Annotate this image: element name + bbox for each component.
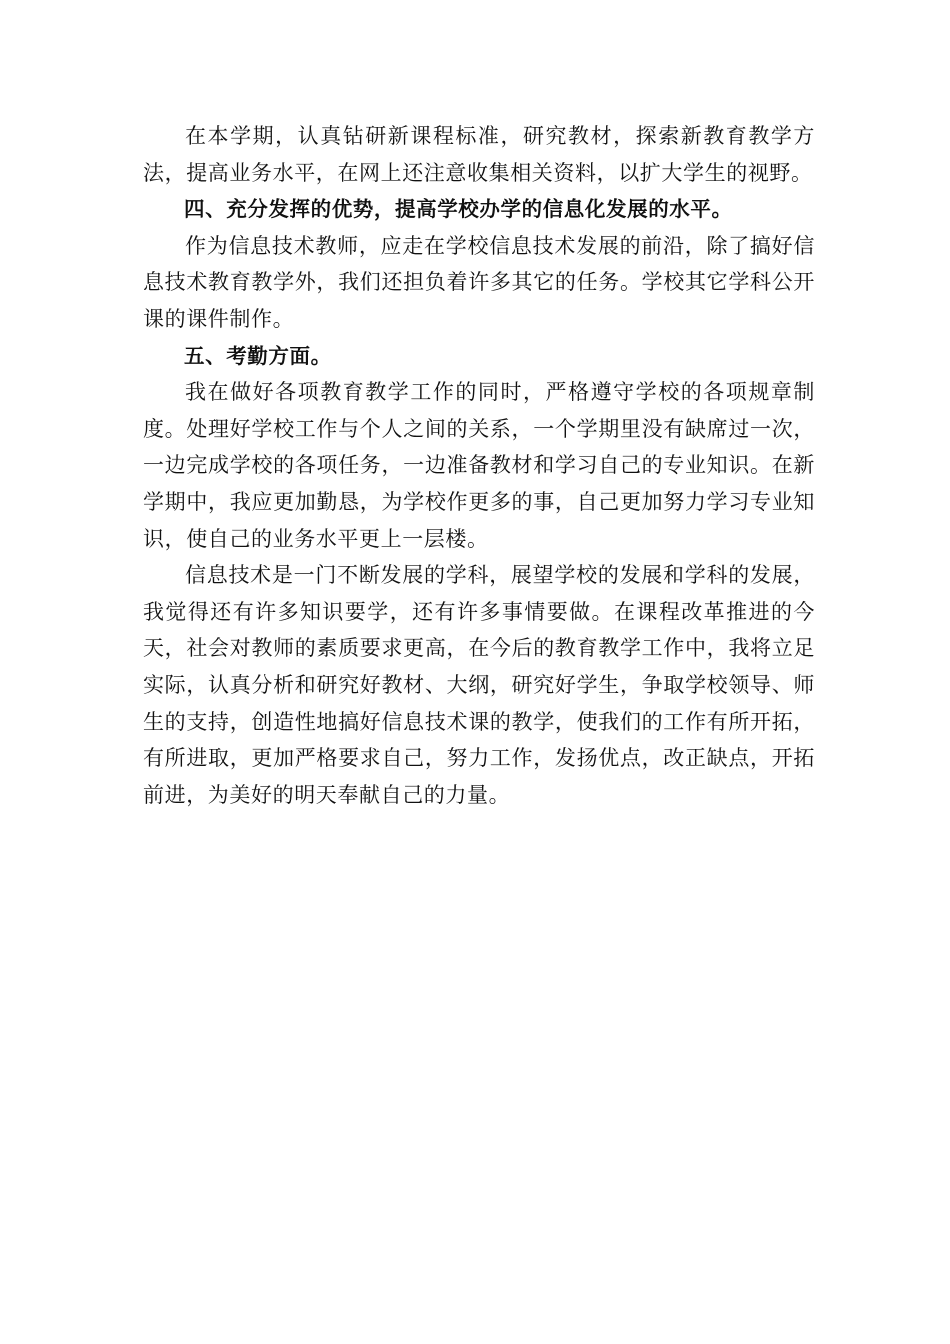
paragraph-it-teacher: 作为信息技术教师，应走在学校信息技术发展的前沿，除了搞好信息技术教育教学外，我们还担负着许多其它的任务。学校其它学科公开课的课件制作。 <box>143 233 815 331</box>
document-body <box>143 118 815 813</box>
paragraph-study: 在本学期，认真钻研新课程标准，研究教材，探索新教育教学方法，提高业务水平，在网上还注意收集相关资料，以扩大学生的视野。 <box>143 124 815 185</box>
paragraph-attendance: 我在做好各项教育教学工作的同时，严格遵守学校的各项规章制度。处理好学校工作与个人之间的关系，一个学期里没有缺席过一次，一边完成学校的各项任务，一边准备教材和学习自己的专业知识。在新学期中，我应更加勤恳，为学校作更多的事，自己更加努力学习专业知识，使自己的业务水平更上一层楼。 <box>143 380 815 551</box>
section-heading-five: 五、考勤方面。 <box>184 343 332 368</box>
section-heading-four: 四、充分发挥的优势，提高学校办学的信息化发展的水平。 <box>184 197 733 222</box>
paragraph-conclusion: 信息技术是一门不断发展的学科，展望学校的发展和学科的发展，我觉得还有许多知识要学，还有许多事情要做。在课程改革推进的今天，社会对教师的素质要求更高，在今后的教育教学工作中，我将立足实际，认真分析和研究好教材、大纲，研究好学生，争取学校领导、师生的支持，创造性地搞好信息技术课的教学，使我们的工作有所开拓，有所进取，更加严格要求自己，努力工作，发扬优点，改正缺点，开拓前进，为美好的明天奉献自己的力量。 <box>143 563 815 807</box>
